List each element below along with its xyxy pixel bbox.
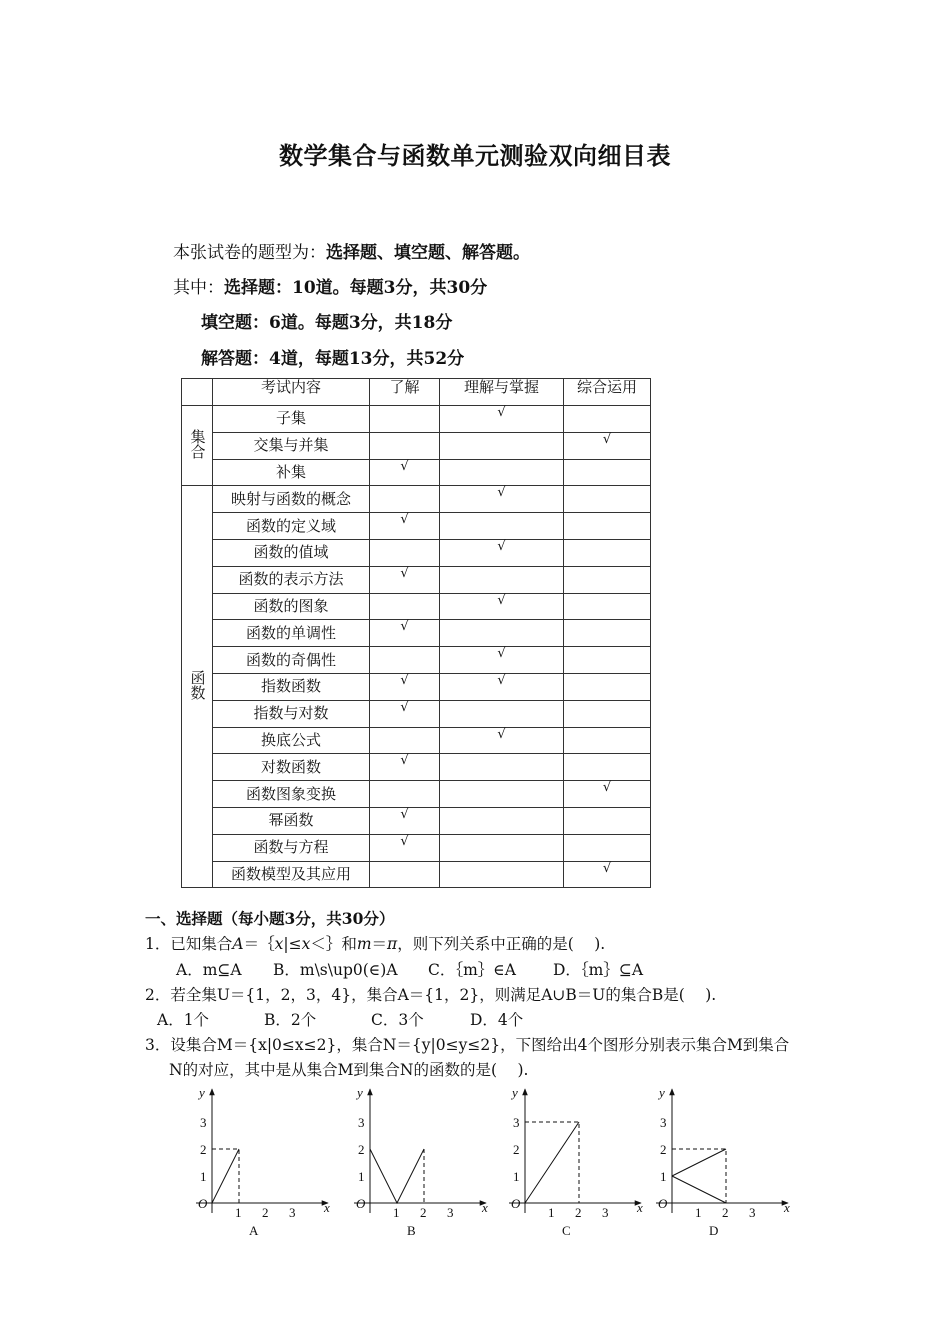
understand-cell <box>370 432 440 459</box>
origin-label: O <box>511 1196 521 1211</box>
table-row <box>182 566 651 593</box>
question-3-line-2: N的对应，其中是从集合M到集合N的函数的是( ). <box>169 1061 529 1079</box>
understand-cell: √ <box>370 513 440 540</box>
intro-question-types: 选择题、填空题、解答题。 <box>326 243 530 263</box>
master-cell <box>440 566 564 593</box>
graph-B <box>354 1085 488 1238</box>
table-row <box>182 406 651 433</box>
graph-caption: B <box>407 1223 416 1238</box>
understand-cell <box>370 593 440 620</box>
intro-choice-info: 选择题：10道。每题3分，共30分 <box>224 278 488 298</box>
q1-option-d: D．｛m｝⊆A <box>553 961 644 979</box>
master-cell: √ <box>440 486 564 513</box>
table-row <box>182 539 651 566</box>
understand-cell: √ <box>370 673 440 700</box>
master-cell <box>440 513 564 540</box>
master-cell: √ <box>440 406 564 433</box>
master-cell <box>440 861 564 888</box>
understand-cell: √ <box>370 807 440 834</box>
master-cell: √ <box>440 647 564 674</box>
x-axis-label: x <box>482 1200 488 1215</box>
topic-cell: 补集 <box>213 459 370 486</box>
table-row <box>182 807 651 834</box>
apply-cell <box>564 539 651 566</box>
y-tick-label: 1 <box>358 1169 365 1184</box>
understand-cell <box>370 781 440 808</box>
intro-line-1 <box>173 238 530 263</box>
apply-cell: √ <box>564 432 651 459</box>
x-tick-label: 1 <box>393 1205 400 1220</box>
q1-option-a: A．m⊆A <box>176 961 242 979</box>
table-row <box>182 486 651 513</box>
apply-cell <box>564 513 651 540</box>
x-tick-label: 1 <box>695 1205 702 1220</box>
table-row <box>182 727 651 754</box>
understand-cell <box>370 647 440 674</box>
apply-cell: √ <box>564 861 651 888</box>
table-row <box>182 647 651 674</box>
q1-var: π <box>387 935 398 953</box>
table-row <box>182 673 651 700</box>
q1-option-c: C．｛m｝∈A <box>428 961 516 979</box>
guide-line <box>672 1149 726 1203</box>
q1-text: 1．已知集合 <box>145 935 233 953</box>
q1-text: ，则下列关系中正确的是( ). <box>397 935 606 953</box>
apply-cell <box>564 459 651 486</box>
understand-cell: √ <box>370 620 440 647</box>
table-row <box>182 513 651 540</box>
section-heading: 一、选择题（每小题3分，共30分） <box>145 909 395 928</box>
master-cell: √ <box>440 727 564 754</box>
table-row <box>182 459 651 486</box>
q1-text: |≤ <box>283 935 302 953</box>
y-tick-label: 2 <box>513 1142 520 1157</box>
topic-cell: 函数的值域 <box>213 539 370 566</box>
topic-cell: 函数的定义域 <box>213 513 370 540</box>
master-cell: √ <box>440 673 564 700</box>
origin-label: O <box>198 1196 208 1211</box>
mapping-line <box>212 1149 239 1203</box>
topic-cell: 指数与对数 <box>213 700 370 727</box>
mapping-line <box>370 1149 424 1203</box>
apply-cell: √ <box>564 781 651 808</box>
x-tick-label: 3 <box>289 1205 296 1220</box>
q1-var: m <box>356 935 372 953</box>
topic-cell: 函数的单调性 <box>213 620 370 647</box>
topic-cell: 函数模型及其应用 <box>213 861 370 888</box>
graph-A <box>196 1085 330 1238</box>
apply-cell <box>564 486 651 513</box>
topic-cell: 函数的图象 <box>213 593 370 620</box>
apply-cell <box>564 593 651 620</box>
topic-cell: 映射与函数的概念 <box>213 486 370 513</box>
group-label: 函数 <box>188 669 207 700</box>
q2-option-c: C．3个 <box>371 1011 424 1029</box>
y-tick-label: 1 <box>200 1169 207 1184</box>
x-axis-label: x <box>637 1200 643 1215</box>
intro-answer-info: 解答题：4道，每题13分，共52分 <box>201 349 465 369</box>
header-master: 理解与掌握 <box>440 379 564 406</box>
header-apply: 综合运用 <box>564 379 651 406</box>
understand-cell: √ <box>370 834 440 861</box>
table-row <box>182 754 651 781</box>
apply-cell <box>564 754 651 781</box>
y-tick-label: 3 <box>358 1115 365 1130</box>
origin-label: O <box>658 1196 668 1211</box>
understand-cell <box>370 539 440 566</box>
apply-cell <box>564 620 651 647</box>
q2-option-a: A．1个 <box>157 1011 210 1029</box>
graphs-figure <box>0 1080 950 1250</box>
intro-fill-info: 填空题：6道。每题3分，共18分 <box>201 313 453 333</box>
x-tick-label: 3 <box>749 1205 756 1220</box>
topic-cell: 换底公式 <box>213 727 370 754</box>
apply-cell <box>564 566 651 593</box>
table-row <box>182 861 651 888</box>
master-cell: √ <box>440 593 564 620</box>
x-axis-label: x <box>324 1200 330 1215</box>
mapping-line <box>672 1176 726 1203</box>
y-axis-label: y <box>512 1085 518 1100</box>
topic-cell: 函数与方程 <box>213 834 370 861</box>
apply-cell <box>564 700 651 727</box>
origin-label: O <box>356 1196 366 1211</box>
y-axis-label: y <box>357 1085 363 1100</box>
understand-cell <box>370 861 440 888</box>
x-tick-label: 2 <box>575 1205 582 1220</box>
x-tick-label: 1 <box>235 1205 242 1220</box>
table-row <box>182 593 651 620</box>
x-tick-label: 1 <box>548 1205 555 1220</box>
topic-cell: 函数的表示方法 <box>213 566 370 593</box>
topic-cell: 函数的奇偶性 <box>213 647 370 674</box>
y-tick-label: 3 <box>660 1115 667 1130</box>
q1-var: x <box>274 935 284 953</box>
table-row <box>182 700 651 727</box>
apply-cell <box>564 727 651 754</box>
graph-caption: A <box>249 1223 259 1238</box>
x-tick-label: 2 <box>262 1205 269 1220</box>
group-cell <box>182 486 213 888</box>
q2-option-d: D．4个 <box>470 1011 524 1029</box>
x-tick-label: 3 <box>447 1205 454 1220</box>
mapping-line <box>672 1149 726 1176</box>
topic-cell: 子集 <box>213 406 370 433</box>
table-row <box>182 834 651 861</box>
q1-option-b: B．m\s\up0(∈)A <box>273 961 398 979</box>
understand-cell: √ <box>370 700 440 727</box>
master-cell <box>440 432 564 459</box>
master-cell <box>440 620 564 647</box>
table-row <box>182 781 651 808</box>
q1-text: ＝｛ <box>243 935 275 953</box>
header-group <box>182 379 213 406</box>
topic-cell: 指数函数 <box>213 673 370 700</box>
master-cell <box>440 754 564 781</box>
y-tick-label: 1 <box>660 1169 667 1184</box>
y-axis-label: y <box>659 1085 665 1100</box>
group-cell <box>182 406 213 486</box>
topic-cell: 对数函数 <box>213 754 370 781</box>
question-1-stem <box>145 932 605 954</box>
topic-cell: 函数图象变换 <box>213 781 370 808</box>
q1-var: x <box>301 935 311 953</box>
graph-caption: D <box>709 1223 719 1238</box>
master-cell <box>440 781 564 808</box>
master-cell <box>440 700 564 727</box>
header-content: 考试内容 <box>213 379 370 406</box>
graph-caption: C <box>562 1223 571 1238</box>
apply-cell <box>564 807 651 834</box>
y-tick-label: 2 <box>358 1142 365 1157</box>
x-tick-label: 2 <box>420 1205 427 1220</box>
table-row <box>182 432 651 459</box>
master-cell <box>440 807 564 834</box>
y-tick-label: 3 <box>200 1115 207 1130</box>
spec-table <box>181 378 651 888</box>
y-tick-label: 3 <box>513 1115 520 1130</box>
understand-cell <box>370 727 440 754</box>
graph-D <box>656 1085 790 1238</box>
intro-line-2-prefix: 其中： <box>173 278 224 298</box>
group-label: 集合 <box>188 428 207 459</box>
page-title: 数学集合与函数单元测验双向细目表 <box>279 142 671 170</box>
apply-cell <box>564 406 651 433</box>
q1-var: A <box>232 935 244 953</box>
y-tick-label: 2 <box>200 1142 207 1157</box>
x-axis-label: x <box>784 1200 790 1215</box>
understand-cell <box>370 406 440 433</box>
q2-option-b: B．2个 <box>264 1011 317 1029</box>
q1-text: ＜｝和 <box>310 935 357 953</box>
master-cell <box>440 834 564 861</box>
topic-cell: 交集与并集 <box>213 432 370 459</box>
intro-line-1-prefix: 本张试卷的题型为： <box>173 243 326 263</box>
topic-cell: 幂函数 <box>213 807 370 834</box>
y-axis-label: y <box>199 1085 205 1100</box>
question-2-stem: 2．若全集U＝{1，2，3，4}，集合A＝{1，2}，则满足A∪B＝U的集合B是( ). <box>145 986 717 1004</box>
understand-cell: √ <box>370 459 440 486</box>
master-cell: √ <box>440 539 564 566</box>
apply-cell <box>564 647 651 674</box>
x-tick-label: 3 <box>602 1205 609 1220</box>
understand-cell: √ <box>370 566 440 593</box>
understand-cell: √ <box>370 754 440 781</box>
question-3-line-1: 3．设集合M＝{x|0≤x≤2}，集合N＝{y|0≤y≤2}，下图给出4个图形分别表示集合M到集合 <box>145 1036 790 1054</box>
apply-cell <box>564 834 651 861</box>
master-cell <box>440 459 564 486</box>
table-row <box>182 620 651 647</box>
y-tick-label: 2 <box>660 1142 667 1157</box>
mapping-line <box>525 1122 579 1203</box>
apply-cell <box>564 673 651 700</box>
y-tick-label: 1 <box>513 1169 520 1184</box>
q1-text: ＝ <box>371 935 388 953</box>
header-understand: 了解 <box>370 379 440 406</box>
table-header-row <box>182 379 651 406</box>
intro-line-2 <box>173 273 487 298</box>
understand-cell <box>370 486 440 513</box>
x-tick-label: 2 <box>722 1205 729 1220</box>
graph-C <box>509 1085 643 1238</box>
